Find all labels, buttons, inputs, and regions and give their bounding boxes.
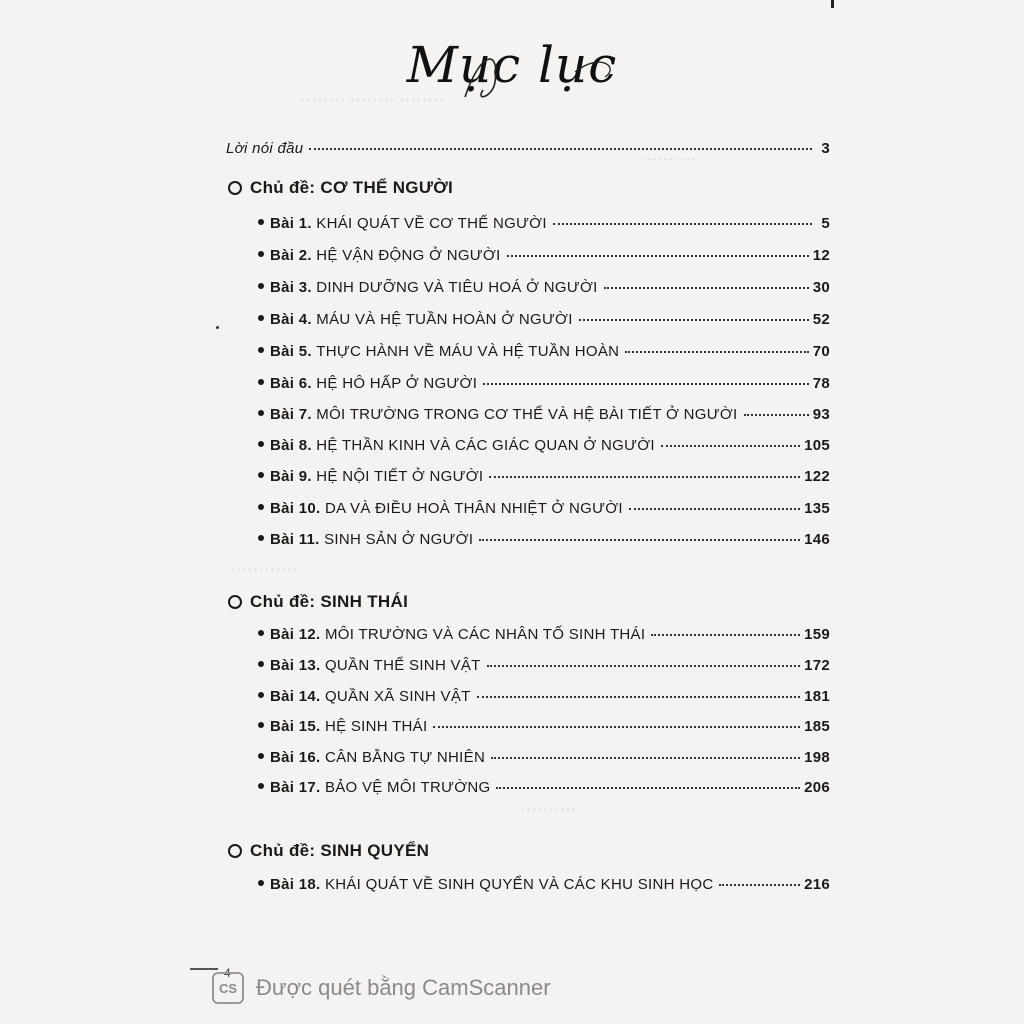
toc-lesson-row[interactable]: Bài 7. MÔI TRƯỜNG TRONG CƠ THỂ VÀ HỆ BÀI TIẾT Ở NGƯỜI 93 [258,406,830,423]
lesson-page: 198 [804,749,830,766]
dot-leader [489,476,800,478]
dot-leader [433,726,800,728]
scan-artifact [190,968,218,970]
toc-lesson-row[interactable]: Bài 12. MÔI TRƯỜNG VÀ CÁC NHÂN TỐ SINH THÁI 159 [258,626,830,643]
dot-leader [604,287,809,289]
intro-page: 3 [821,140,830,157]
dot-leader [719,884,800,886]
lesson-title: HỆ VẬN ĐỘNG Ở NGƯỜI [316,247,501,264]
lesson-title: CÂN BẰNG TỰ NHIÊN [324,749,486,766]
dot-leader [629,508,800,510]
bullet-icon [258,347,264,353]
toc-lesson-row[interactable]: Bài 4. MÁU VÀ HỆ TUẦN HOÀN Ở NGƯỜI 52 [258,311,830,328]
lesson-page: 122 [804,468,830,485]
lesson-title: HỆ NỘI TIẾT Ở NGƯỜI [316,468,484,485]
bullet-icon [258,630,264,636]
dot-leader [625,351,808,353]
lesson-page: 185 [804,718,830,735]
dot-leader [491,757,800,759]
lesson-page: 172 [804,657,830,674]
lesson-title: DINH DƯỠNG VÀ TIÊU HOÁ Ở NGƯỜI [316,279,598,296]
toc-lesson-row[interactable]: Bài 16. CÂN BẰNG TỰ NHIÊN 198 [258,749,830,766]
lesson-title: KHÁI QUÁT VỀ CƠ THỂ NGƯỜI [316,215,547,232]
toc-lesson-row[interactable]: Bài 18. KHÁI QUÁT VỀ SINH QUYỂN VÀ CÁC KHU SINH HỌC 216 [258,876,830,893]
bullet-icon [258,315,264,321]
dot-leader [661,445,800,447]
lesson-title: THỰC HÀNH VỀ MÁU VÀ HỆ TUẦN HOÀN [316,343,620,360]
lesson-title: DA VÀ ĐIỀU HOÀ THÂN NHIỆT Ở NGƯỜI [324,500,623,517]
lesson-title: QUẦN XÃ SINH VẬT [324,688,471,705]
dot-leader [487,665,800,667]
watermark-text: Được quét bằng CamScanner [256,975,551,1000]
page-title: Mục lục [406,36,618,94]
page-number: 4 [224,966,231,980]
toc-lesson-row[interactable]: Bài 9. HỆ NỘI TIẾT Ở NGƯỜI 122 [258,468,830,485]
bullet-icon [258,722,264,728]
dot-leader [744,414,809,416]
lesson-page: 70 [812,343,830,360]
bullet-icon [258,783,264,789]
scan-artifact [831,0,834,8]
lesson-page: 206 [804,779,830,796]
lesson-page: 181 [804,688,830,705]
bullet-icon [258,692,264,698]
toc-intro-row[interactable] [226,140,830,157]
lesson-title: KHÁI QUÁT VỀ SINH QUYỂN VÀ CÁC KHU SINH HỌC [324,876,714,893]
lesson-page: 159 [804,626,830,643]
lesson-title: HỆ THẦN KINH VÀ CÁC GIÁC QUAN Ở NGƯỜI [316,437,655,454]
toc-lesson-row[interactable]: Bài 1. KHÁI QUÁT VỀ CƠ THỂ NGƯỜI 5 [258,215,830,232]
dot-leader [651,634,800,636]
lesson-title: MÔI TRƯỜNG TRONG CƠ THỂ VÀ HỆ BÀI TIẾT Ở NGƯỜI [316,406,738,423]
toc-lesson-row[interactable]: Bài 14. QUẦN XÃ SINH VẬT 181 [258,688,830,705]
dot-leader [579,319,809,321]
dot-leader [309,148,812,150]
bullet-icon [258,441,264,447]
toc-lesson-row[interactable]: Bài 13. QUẦN THỂ SINH VẬT 172 [258,657,830,674]
toc-lesson-row[interactable]: Bài 5. THỰC HÀNH VỀ MÁU VÀ HỆ TUẦN HOÀN 70 [258,343,830,360]
circle-bullet-icon [228,181,242,195]
title-flourish [455,42,625,112]
toc-lesson-row[interactable]: Bài 8. HỆ THẦN KINH VÀ CÁC GIÁC QUAN Ở NGƯỜI 105 [258,437,830,454]
toc-lesson-row[interactable]: Bài 10. DA VÀ ĐIỀU HOÀ THÂN NHIỆT Ở NGƯỜI 135 [258,500,830,517]
camscanner-watermark [212,972,551,1004]
dot-leader [496,787,800,789]
toc-lesson-row[interactable]: Bài 11. SINH SẢN Ở NGƯỜI 146 [258,531,830,548]
lesson-page: 30 [812,279,830,296]
lesson-page: 12 [812,247,830,264]
lesson-title: SINH SẢN Ở NGƯỜI [324,531,474,548]
bullet-icon [258,504,264,510]
bullet-icon [258,410,264,416]
lesson-title: BẢO VỆ MÔI TRƯỜNG [324,779,491,796]
section-heading: Chủ đề: SINH THÁI [228,592,408,612]
scan-artifact [216,326,219,329]
bullet-icon [258,219,264,225]
toc-lesson-row[interactable]: Bài 15. HỆ SINH THÁI 185 [258,718,830,735]
toc-lesson-row[interactable]: Bài 3. DINH DƯỠNG VÀ TIÊU HOÁ Ở NGƯỜI 30 [258,279,830,296]
bullet-icon [258,379,264,385]
lesson-title: MÁU VÀ HỆ TUẦN HOÀN Ở NGƯỜI [316,311,573,328]
lesson-page: 216 [804,876,830,893]
lesson-page: 93 [812,406,830,423]
lesson-page: 78 [812,375,830,392]
bullet-icon [258,472,264,478]
lesson-title: MÔI TRƯỜNG VÀ CÁC NHÂN TỐ SINH THÁI [324,626,646,643]
toc-lesson-row[interactable]: Bài 6. HỆ HÔ HẤP Ở NGƯỜI 78 [258,375,830,392]
section-heading: Chủ đề: SINH QUYỂN [228,841,429,861]
bullet-icon [258,283,264,289]
lesson-page: 146 [804,531,830,548]
intro-label: Lời nói đầu [226,140,304,157]
lesson-title: QUẦN THỂ SINH VẬT [324,657,481,674]
circle-bullet-icon [228,595,242,609]
lesson-page: 5 [821,215,830,232]
dot-leader [553,223,812,225]
dot-leader [479,539,800,541]
section-heading: Chủ đề: CƠ THỂ NGƯỜI [228,178,453,198]
show-through-text: ········ ········ ········ ·········· ············ ·········· [230,90,697,819]
lesson-page: 105 [804,437,830,454]
toc-lesson-row[interactable]: Bài 2. HỆ VẬN ĐỘNG Ở NGƯỜI 12 [258,247,830,264]
toc-lesson-row[interactable]: Bài 17. BẢO VỆ MÔI TRƯỜNG 206 [258,779,830,796]
bullet-icon [258,753,264,759]
bullet-icon [258,880,264,886]
lesson-title: HỆ SINH THÁI [324,718,428,735]
bullet-icon [258,661,264,667]
bullet-icon [258,251,264,257]
bullet-icon [258,535,264,541]
camscanner-logo-icon: CS [212,972,244,1004]
lesson-title: HỆ HÔ HẤP Ở NGƯỜI [316,375,478,392]
lesson-page: 52 [812,311,830,328]
circle-bullet-icon [228,844,242,858]
lesson-page: 135 [804,500,830,517]
dot-leader [483,383,809,385]
dot-leader [477,696,800,698]
dot-leader [507,255,809,257]
